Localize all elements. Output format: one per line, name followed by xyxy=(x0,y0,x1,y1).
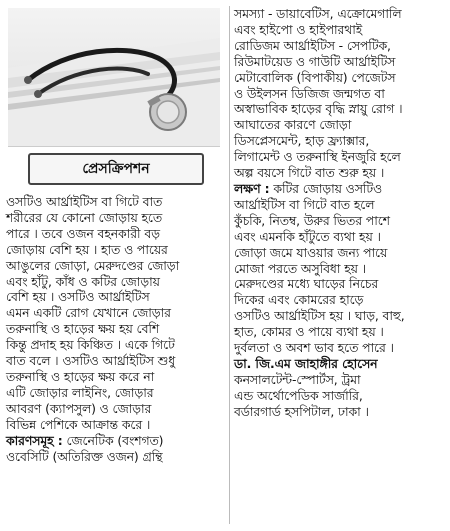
right-line: আর্থ্রাইটিস বা গিটে বাত হলে xyxy=(234,196,375,212)
right-line: দুর্বলতা ও অবশ ভাব হতে পারে । xyxy=(234,340,394,356)
right-line: ওসটিও আর্থ্রাইটিস হয় । ঘাড়, বাহু, xyxy=(234,308,405,324)
left-line: এটি জোড়ার লাইনিং, জোড়ার xyxy=(6,384,154,400)
causes-label: কারণসমূহ : xyxy=(6,432,63,448)
stethoscope-image xyxy=(8,8,220,147)
author-line: বর্ডারগার্ড হসপিটাল, ঢাকা । xyxy=(234,403,369,419)
left-line: শরীরের যে কোনো জোড়ায় হতে xyxy=(6,209,163,225)
right-line: সমস্যা - ডায়াবেটিস, এক্রোমেগালি xyxy=(234,6,402,21)
right-line: আঘাতের কারণে জোড়া xyxy=(234,117,352,133)
column-divider xyxy=(229,6,230,524)
left-line: ওসটিও আর্থ্রাইটিস বা গিটে বাত xyxy=(6,194,163,209)
right-line: রোডিজম আর্থ্রাইটিস - সেপটিক, xyxy=(234,37,391,53)
right-line: ডিসপ্লেসমেন্ট, হাড় ফ্র্যাক্সার, xyxy=(234,133,370,149)
right-line: মোজা পরতে অসুবিধা হয় । xyxy=(234,260,366,276)
left-line: ওবেসিটি (অতিরিক্ত ওজন) গ্রন্থি xyxy=(6,448,163,464)
right-line: মেরুদণ্ডের মধ্যে ঘাড়ের নিচের xyxy=(234,276,379,292)
right-line: লিগামেন্ট ও তরুনাস্থি ইনজুরি হলে xyxy=(234,149,401,165)
right-line: অল্প বয়সে গিটে বাত শুরু হয় । xyxy=(234,165,385,181)
right-line: অস্বাভাবিক হাড়ের বৃদ্ধি স্নায়ু রোগ । xyxy=(234,101,403,117)
headline: প্রেসক্রিপশন xyxy=(28,153,204,185)
author-line: এন্ড অর্থোপেডিক সার্জারি, xyxy=(234,387,363,403)
left-line: কিন্তু প্রদাহ হয় কিঞ্চিত । একে গিটে xyxy=(6,337,175,353)
right-line: এবং এমনকি হাঁটুতে ব্যথা হয় । xyxy=(234,228,381,244)
left-column xyxy=(6,194,228,464)
author-name: ডা. জি.এম জাহাঙ্গীর হোসেন xyxy=(234,355,378,371)
left-line: বেশি হয় । ওসটিও আর্থ্রাইটিস xyxy=(6,289,150,305)
right-line: ও উইলসন ডিজিজ জন্মগত বা xyxy=(234,85,385,101)
left-line: আবরণ (ক্যাপসুল) ও জোড়ার xyxy=(6,400,152,416)
author-line: কনসালটেন্ট-স্পোর্টস, ট্রমা xyxy=(234,371,361,387)
left-line: বাত বলে । ওসটিও আর্থ্রাইটিস শুধু xyxy=(6,353,176,369)
left-line: বিভিন্ন পেশিকে আক্রান্ত করে । xyxy=(6,416,151,432)
left-line: তরুনাস্থি ও হাড়ের ক্ষয় হয় বেশি xyxy=(6,321,160,337)
symptoms-line xyxy=(234,181,446,197)
right-line: হাত, কোমর ও পায়ে ব্যথা হয় । xyxy=(234,324,384,340)
causes-line xyxy=(6,433,228,449)
left-line: জোড়ায় বেশি হয় । হাত ও পায়ের xyxy=(6,241,168,257)
right-line: রিউমাটয়েড ও গাউটি আর্থ্রাইটিস xyxy=(234,53,396,69)
causes-text: জেনেটিক (বংশগত) xyxy=(62,432,164,448)
right-line: মেটাবোলিক (বিপাকীয়) পেজেটস xyxy=(234,69,396,85)
right-line: কুঁচকি, নিতম্ব, উরুর ভিতর পাশে xyxy=(234,212,390,228)
left-line: তরুনাস্থি ও হাড়ের ক্ষয় করে না xyxy=(6,368,155,384)
symptoms-text: কটির জোড়ায় ওসটিও xyxy=(269,180,383,196)
right-line: জোড়া জমে যাওয়ার জন্য পায়ে xyxy=(234,244,388,260)
left-line: এমন একটি রোগ যেখানে জোড়ার xyxy=(6,305,171,321)
left-line: পারে । তবে ওজন বহনকারী বড় xyxy=(6,225,160,241)
symptoms-label: লক্ষণ : xyxy=(234,180,270,196)
right-line: এবং হাইপো ও হাইপারথাই xyxy=(234,21,363,37)
right-line: দিকের এবং কোমরের হাড়ে xyxy=(234,292,364,308)
right-column xyxy=(234,6,446,420)
left-line: এবং হাঁটু, কাঁধ ও কটির জোড়ায় xyxy=(6,273,160,289)
left-line: আঙুলের জোড়া, মেরুদণ্ডের জোড়া xyxy=(6,257,180,273)
